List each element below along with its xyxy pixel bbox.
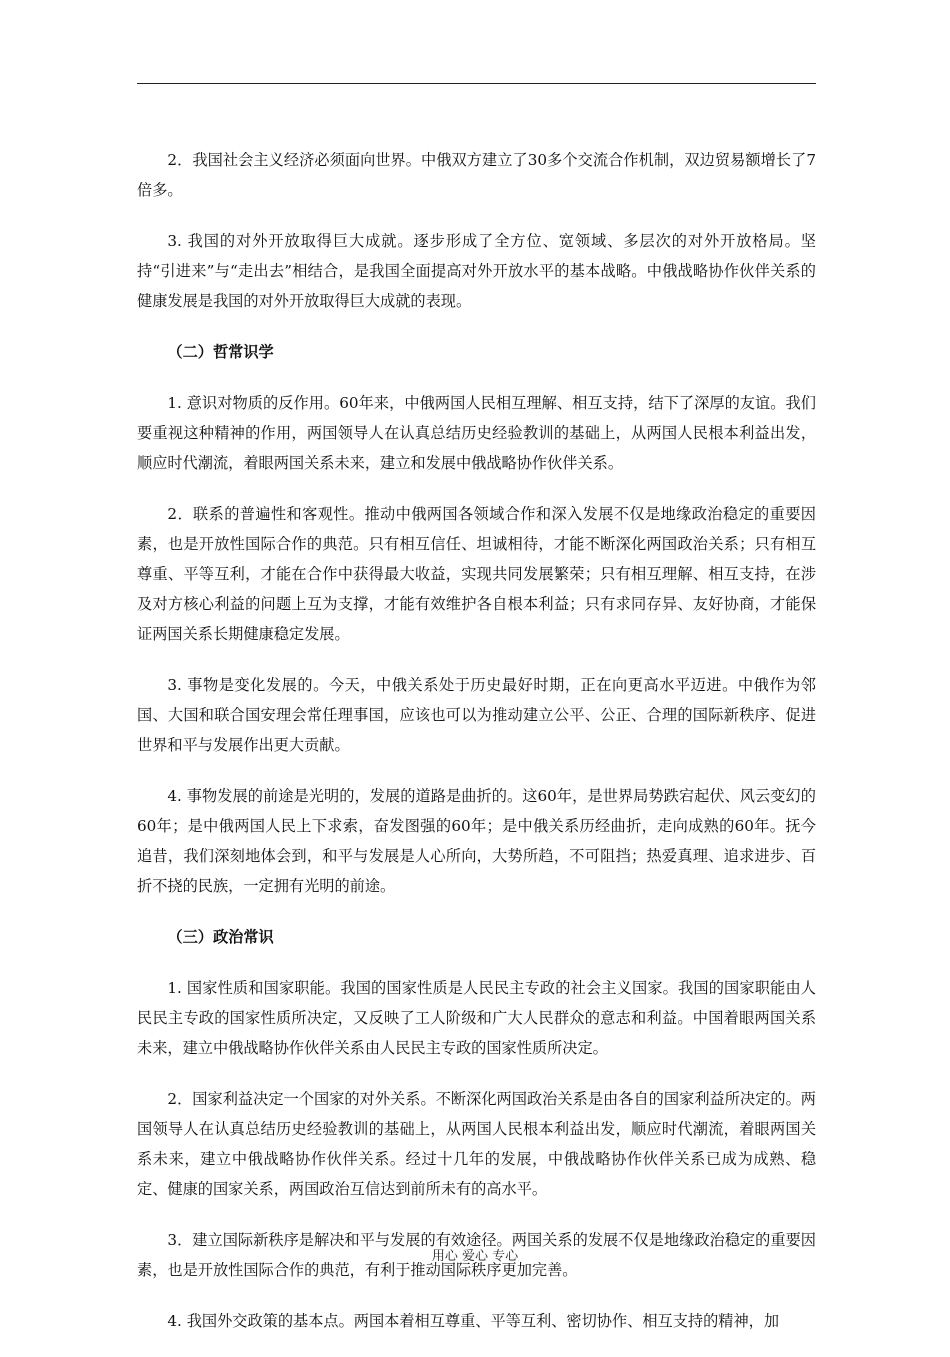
- section-heading-philosophy: （二）哲常识学: [167, 343, 274, 361]
- header-rule: [137, 83, 816, 84]
- paragraph-economy-3: 3. 我国的对外开放取得巨大成就。逐步形成了全方位、宽领域、多层次的对外开放格局。坚持“引进来”与“走出去”相结合，是我国全面提高对外开放水平的基本战略。中俄战略协作伙伴关系的健康发展是我国的对外开放取得巨大成就的表现。: [137, 232, 816, 310]
- paragraph-philosophy-2: 2．联系的普遍性和客观性。推动中俄两国各领域合作和深入发展不仅是地缘政治稳定的重要因素，也是开放性国际合作的典范。只有相互信任、坦诚相待，才能不断深化两国政治关系；只有相互尊重、平等互利，才能在合作中获得最大收益，实现共同发展繁荣；只有相互理解、相互支持，在涉及对方核心利益的问题上互为支撑，才能有效维护各自根本利益；只有求同存异、友好协商，才能保证两国关系长期健康稳定发展。: [137, 505, 816, 643]
- paragraph-economy-2: 2．我国社会主义经济必须面向世界。中俄双方建立了30多个交流合作机制，双边贸易额增长了7倍多。: [137, 151, 816, 199]
- section-heading-politics: （三）政治常识: [167, 928, 274, 946]
- paragraph-philosophy-3: 3. 事物是变化发展的。今天，中俄关系处于历史最好时期，正在向更高水平迈进。中俄作为邻国、大国和联合国安理会常任理事国，应该也可以为推动建立公平、公正、合理的国际新秩序、促进世界和平与发展作出更大贡献。: [137, 676, 816, 754]
- page-footer: 用心 爱心 专心: [431, 1249, 519, 1264]
- paragraph-politics-2: 2．国家利益决定一个国家的对外关系。不断深化两国政治关系是由各自的国家利益所决定的。两国领导人在认真总结历史经验教训的基础上，从两国人民根本利益出发，顺应时代潮流，着眼两国关系未来，建立中俄战略协作伙伴关系。经过十几年的发展，中俄战略协作伙伴关系已成为成熟、稳定、健康的国家关系，两国政治互信达到前所未有的高水平。: [137, 1090, 816, 1198]
- paragraph-politics-1: 1. 国家性质和国家职能。我国的国家性质是人民民主专政的社会主义国家。我国的国家职能由人民民主专政的国家性质所决定，又反映了工人阶级和广大人民群众的意志和利益。中国着眼两国关系未来，建立中俄战略协作伙伴关系由人民民主专政的国家性质所决定。: [137, 979, 816, 1057]
- paragraph-politics-3: 3．建立国际新秩序是解决和平与发展的有效途径。两国关系的发展不仅是地缘政治稳定的重要因素，也是开放性国际合作的典范，有利于推动国际秩序更加完善。: [137, 1231, 816, 1279]
- paragraph-philosophy-1: 1. 意识对物质的反作用。60年来，中俄两国人民相互理解、相互支持，结下了深厚的友谊。我们要重视这种精神的作用，两国领导人在认真总结历史经验教训的基础上，从两国人民根本利益出发，顺应时代潮流，着眼两国关系未来，建立和发展中俄战略协作伙伴关系。: [137, 394, 816, 472]
- paragraph-philosophy-4: 4. 事物发展的前途是光明的，发展的道路是曲折的。这60年，是世界局势跌宕起伏、风云变幻的60年；是中俄两国人民上下求索，奋发图强的60年；是中俄关系历经曲折，走向成熟的60年。抚今追昔，我们深刻地体会到，和平与发展是人心所向，大势所趋，不可阻挡；热爱真理、追求进步、百折不挠的民族，一定拥有光明的前途。: [137, 787, 816, 895]
- document-body: [137, 145, 816, 1357]
- paragraph-politics-4: 4. 我国外交政策的基本点。两国本着相互尊重、平等互利、密切协作、相互支持的精神，加: [167, 1312, 780, 1330]
